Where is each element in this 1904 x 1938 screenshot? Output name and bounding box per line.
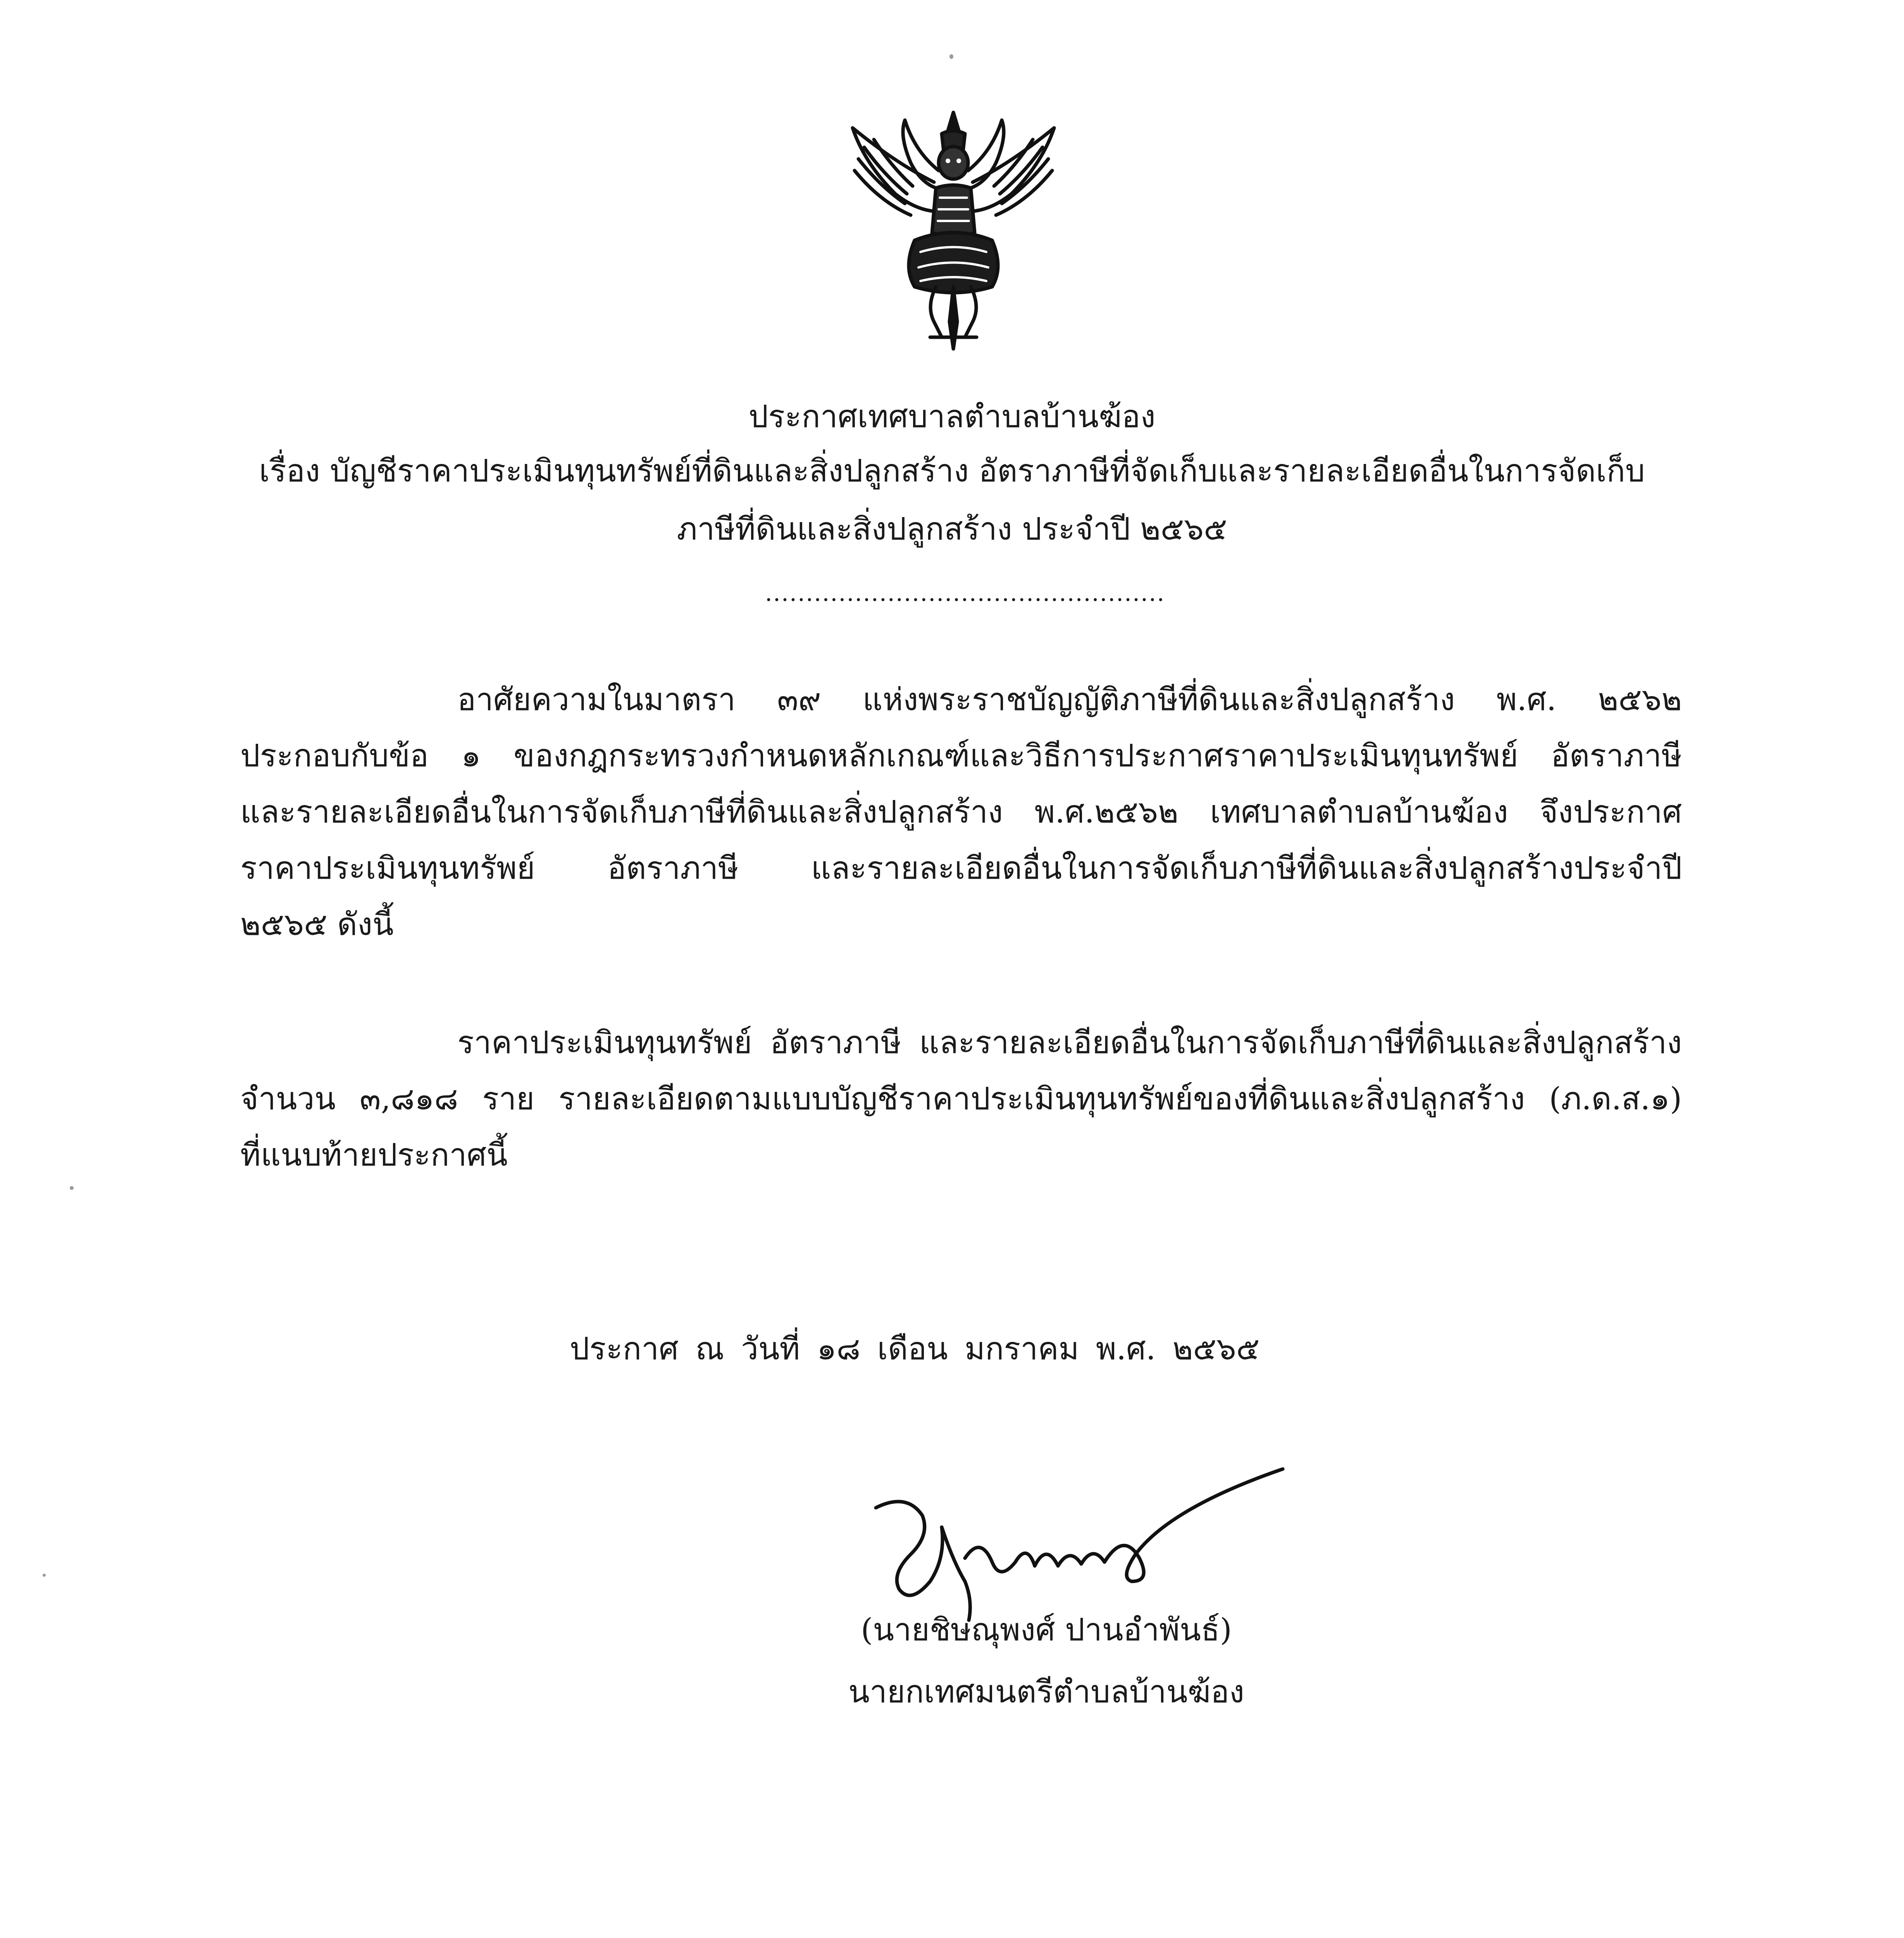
signatory-name: (นายชิษณุพงศ์ ปานอำพันธ์) (861, 1612, 1232, 1648)
scan-speck (949, 54, 953, 59)
garuda-emblem-icon (837, 105, 1070, 353)
paragraph-2-line: ราคาประเมินทุนทรัพย์ อัตราภาษี และรายละเอียดอื่นในการจัดเก็บภาษีที่ดินและสิ่งปลูกสร้าง (457, 1024, 1682, 1060)
paragraph-1-line: และรายละเอียดอื่นในการจัดเก็บภาษีที่ดินและสิ่งปลูกสร้าง พ.ศ.๒๕๖๒ เทศบาลตำบลบ้านฆ้อง จึงประกาศ (240, 794, 1682, 830)
heading-separator: ................................................. (765, 579, 1165, 607)
handwritten-signature (853, 1465, 1298, 1632)
announcement-date: ประกาศ ณ วันที่ ๑๘ เดือน มกราคม พ.ศ. ๒๕๖๕ (570, 1331, 1260, 1367)
signatory-position: นายกเทศมนตรีตำบลบ้านฆ้อง (848, 1674, 1244, 1710)
paragraph-2-line: จำนวน ๓,๘๑๘ ราย รายละเอียดตามแบบบัญชีราคาประเมินทุนทรัพย์ของที่ดินและสิ่งปลูกสร้าง (ภ.ด.ส.๑) (240, 1081, 1682, 1117)
paragraph-1-line: ๒๕๖๕ ดังนี้ (240, 906, 394, 942)
paragraph-1-line: ประกอบกับข้อ ๑ ของกฎกระทรวงกำหนดหลักเกณฑ์และวิธีการประกาศราคาประเมินทุนทรัพย์ อัตราภาษี (240, 738, 1682, 774)
announcement-subject-line-2: ภาษีที่ดินและสิ่งปลูกสร้าง ประจำปี ๒๕๖๕ (677, 511, 1227, 547)
scan-speck (43, 1574, 46, 1577)
announcement-org-title: ประกาศเทศบาลตำบลบ้านฆ้อง (748, 398, 1156, 434)
paragraph-2-line: ที่แนบท้ายประกาศนี้ (240, 1137, 508, 1173)
scan-speck (70, 1186, 74, 1190)
paragraph-1-line: อาศัยความในมาตรา ๓๙ แห่งพระราชบัญญัติภาษีที่ดินและสิ่งปลูกสร้าง พ.ศ. ๒๕๖๒ (457, 681, 1682, 717)
paragraph-1-line: ราคาประเมินทุนทรัพย์ อัตราภาษี และรายละเอียดอื่นในการจัดเก็บภาษีที่ดินและสิ่งปลูกสร้างประจำปี (240, 850, 1682, 886)
announcement-subject-line-1: เรื่อง บัญชีราคาประเมินทุนทรัพย์ที่ดินและสิ่งปลูกสร้าง อัตราภาษีที่จัดเก็บและรายละเอียดอื่นในการจัดเก็บ (259, 453, 1645, 489)
